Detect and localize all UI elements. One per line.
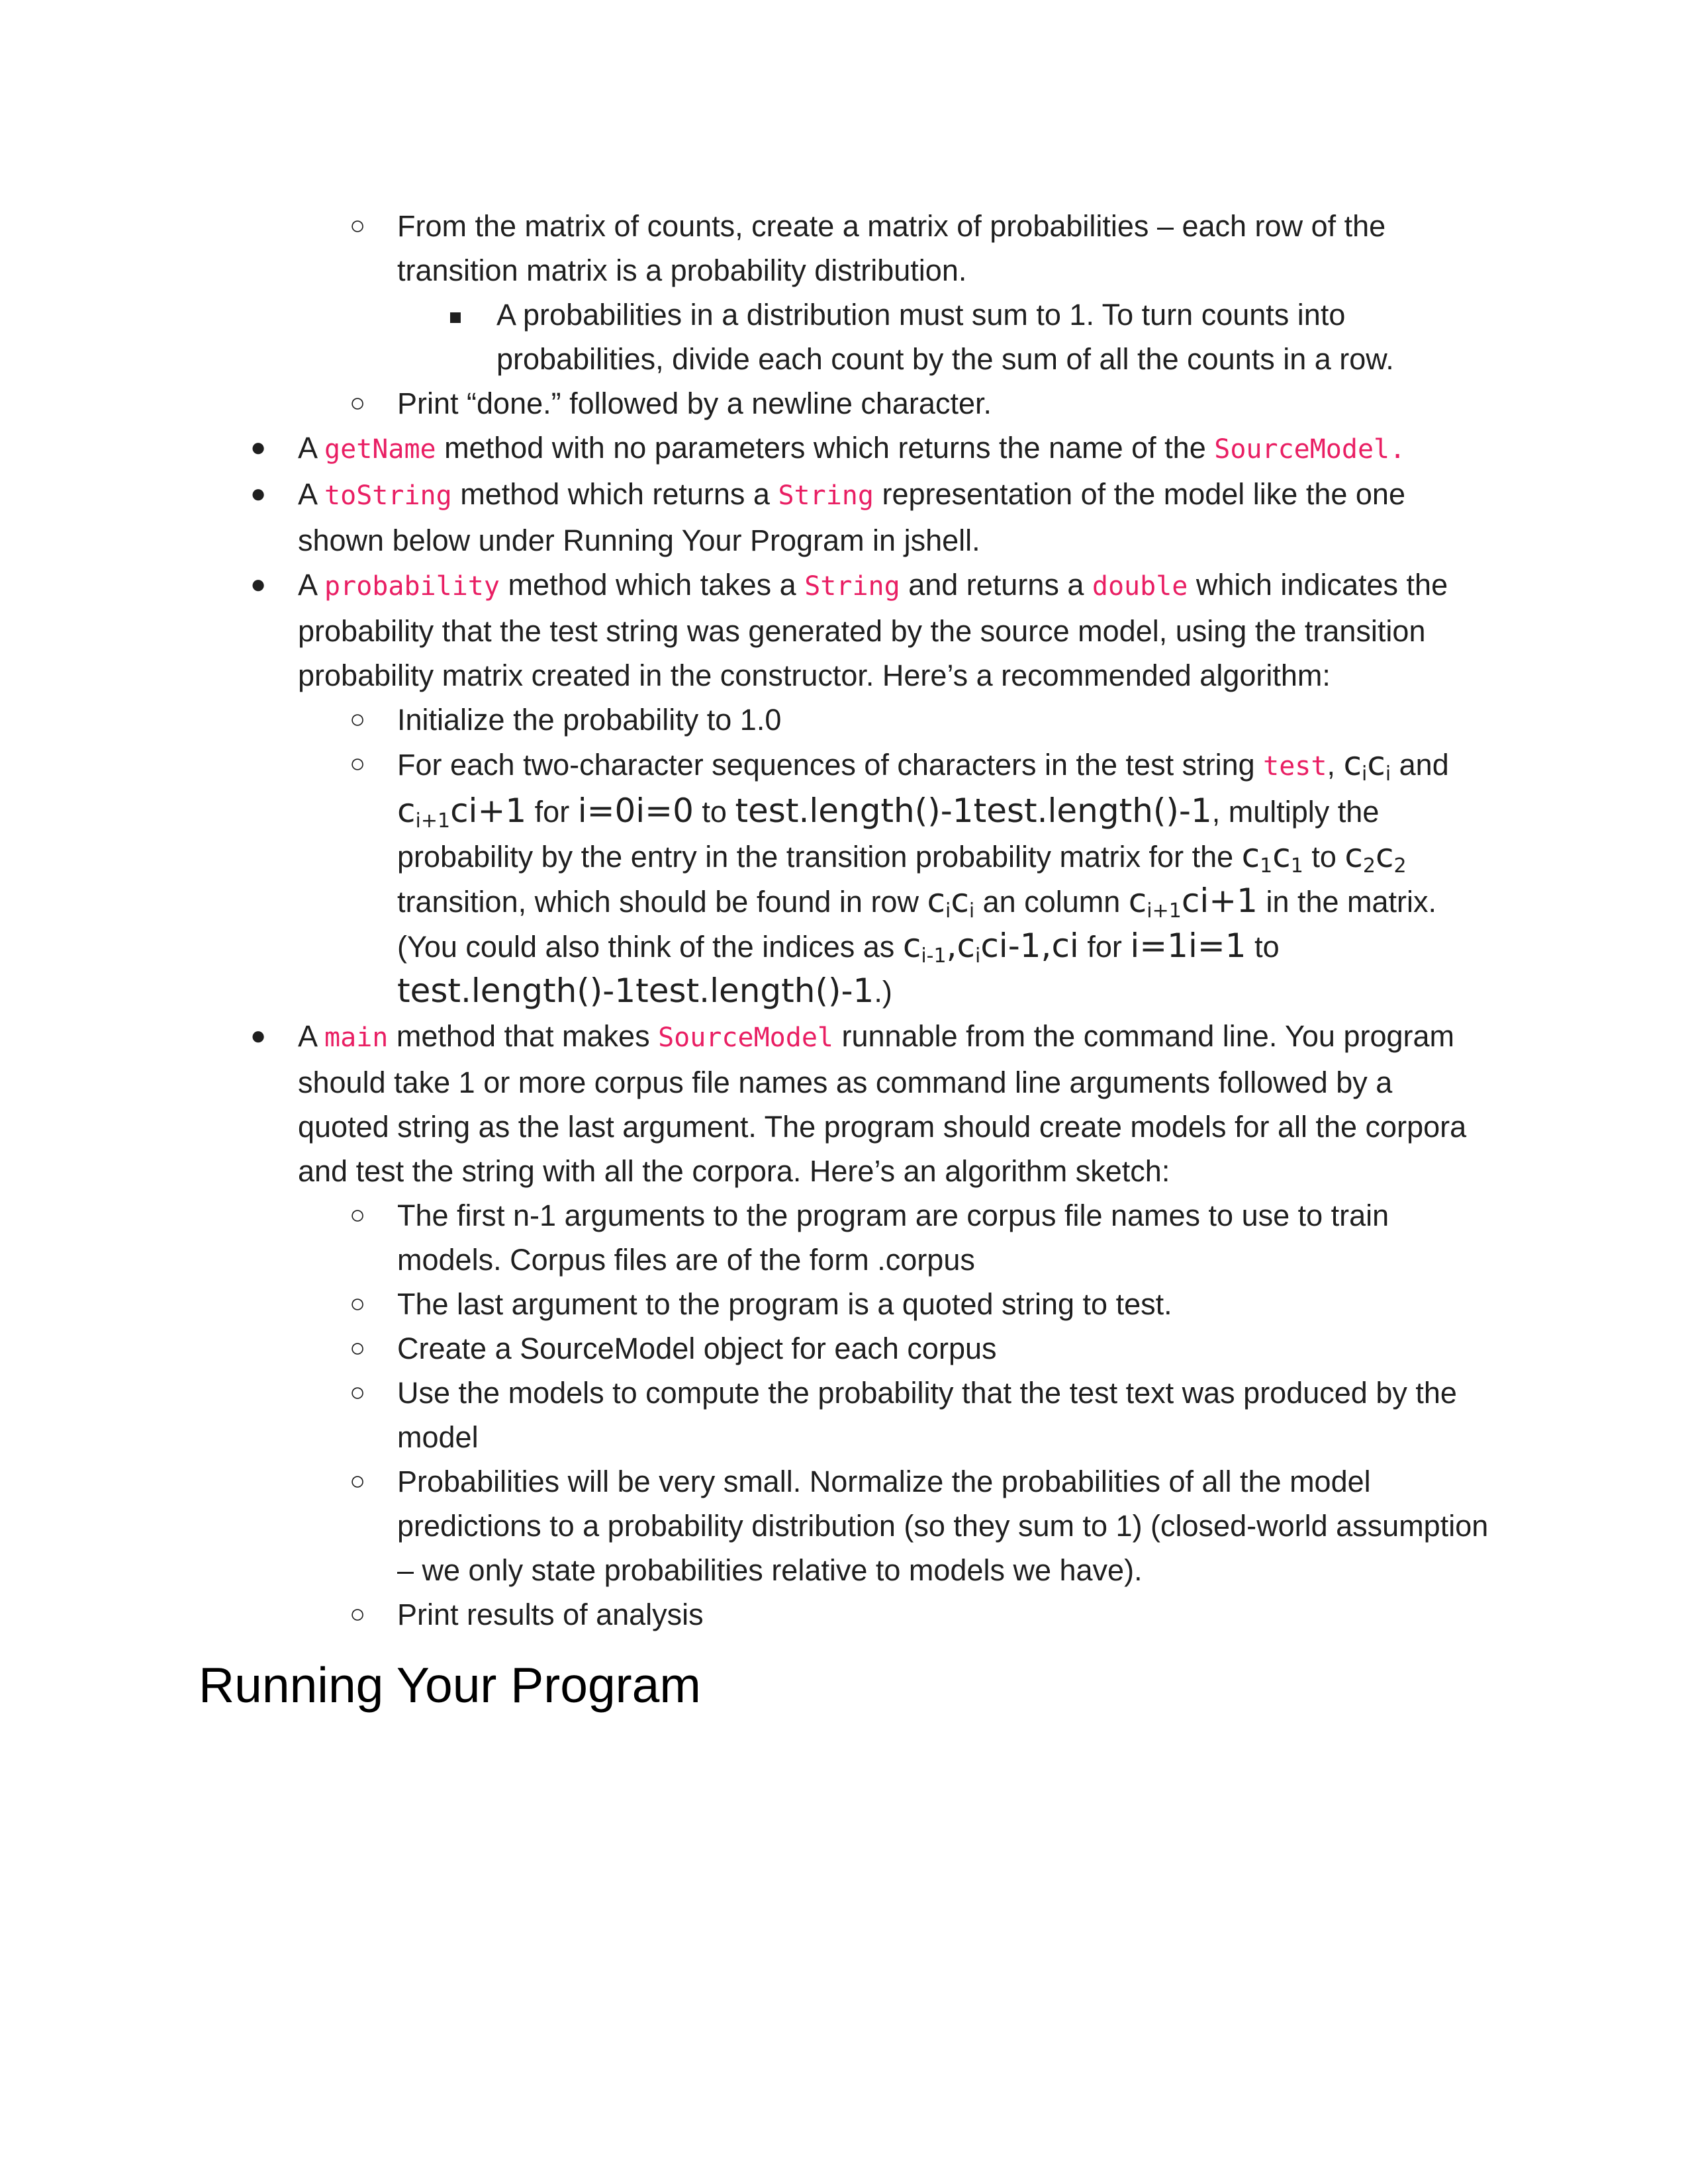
list-item <box>199 698 1491 742</box>
list-item-text: From the matrix of counts, create a matrix of probabilities – each row of the transition matrix is a probability distribution. <box>397 209 1386 287</box>
bullet-circle-icon: ○ <box>350 1334 366 1363</box>
bullet-disc-icon: ● <box>250 479 267 508</box>
bullet-disc-icon: ● <box>250 570 267 599</box>
list-item <box>199 426 1491 472</box>
list-item-text: A probabilities in a distribution must sum to 1. To turn counts into probabilities, divide each count by the sum of all the counts in a row. <box>496 298 1394 376</box>
list-item <box>199 381 1491 426</box>
list-item <box>199 293 1491 381</box>
list-item-text: A main method that makes SourceModel runnable from the command line. You program should take 1 or more corpus file names as command line arguments followed by a quoted string as the last argument. The program should create models for all the corpora and test the string with all the corpora. Here’s an algorithm sketch: <box>298 1019 1467 1188</box>
bullet-circle-icon: ○ <box>350 211 366 240</box>
list-item <box>199 1326 1491 1371</box>
bullet-circle-icon: ○ <box>350 1467 366 1496</box>
list-item <box>199 204 1491 293</box>
list-item-text: Use the models to compute the probability that the test text was produced by the model <box>397 1376 1457 1454</box>
list-item <box>199 742 1491 1014</box>
list-item-text: A probability method which takes a String and returns a double which indicates the probability that the test string was generated by the source model, using the transition probability matrix created in the constructor. Here’s a recommended algorithm: <box>298 568 1448 692</box>
list-item <box>199 1592 1491 1637</box>
bullet-circle-icon: ○ <box>350 388 366 418</box>
list-item <box>199 1282 1491 1326</box>
list-item <box>199 1459 1491 1592</box>
list-item <box>199 1193 1491 1282</box>
list-item-text: A getName method with no parameters which returns the name of the SourceModel. <box>298 431 1406 465</box>
bullet-circle-icon: ○ <box>350 1600 366 1629</box>
list-item-text: Initialize the probability to 1.0 <box>397 703 782 737</box>
bullet-disc-icon: ● <box>250 433 267 462</box>
list-item <box>199 472 1491 563</box>
bullet-square-icon: ■ <box>449 304 462 329</box>
bullet-list <box>199 204 1491 1637</box>
list-item-text: Create a SourceModel object for each corpus <box>397 1332 997 1365</box>
bullet-circle-icon: ○ <box>350 1201 366 1230</box>
list-item-text: Print “done.” followed by a newline character. <box>397 387 992 420</box>
list-item-text: Print results of analysis <box>397 1598 704 1631</box>
bullet-circle-icon: ○ <box>350 1289 366 1318</box>
bullet-circle-icon: ○ <box>350 749 366 778</box>
list-item <box>199 1371 1491 1459</box>
section-heading: Running Your Program <box>199 1657 701 1713</box>
bullet-disc-icon: ● <box>250 1021 267 1050</box>
bullet-circle-icon: ○ <box>350 705 366 734</box>
bullet-circle-icon: ○ <box>350 1378 366 1407</box>
list-item-text: For each two-character sequences of characters in the test string test, $c_ic_i$ and $c_{i+1}ci+1$ for i=0i=0 to test.length()-1test.length()-1, multiply the probability by the entry in the transition probability matrix for the $c_1c_1$ to $c_2c_2$ transition, which should be found in row $c_ic_i$ an column $c_{i+1}ci+1$ in the matrix. (You could also think of the indices as $c_{i-1},c_ici-1,ci$ for i=1i=1 to test.length()-1test.length()-1.) <box>397 745 1449 1010</box>
list-item-text: Probabilities will be very small. Normalize the probabilities of all the model predictions to a probability distribution (so they sum to 1) (closed-world assumption – we only state probabilities relative to models we have). <box>397 1465 1489 1587</box>
list-item-text: A toString method which returns a String representation of the model like the one shown below under Running Your Program in jshell. <box>298 477 1405 557</box>
list-item <box>199 1014 1491 1193</box>
list-item <box>199 563 1491 698</box>
list-item-text: The last argument to the program is a quoted string to test. <box>397 1287 1172 1321</box>
list-item-text: The first n-1 arguments to the program are corpus file names to use to train models. Corpus files are of the form .corpus <box>397 1199 1389 1277</box>
